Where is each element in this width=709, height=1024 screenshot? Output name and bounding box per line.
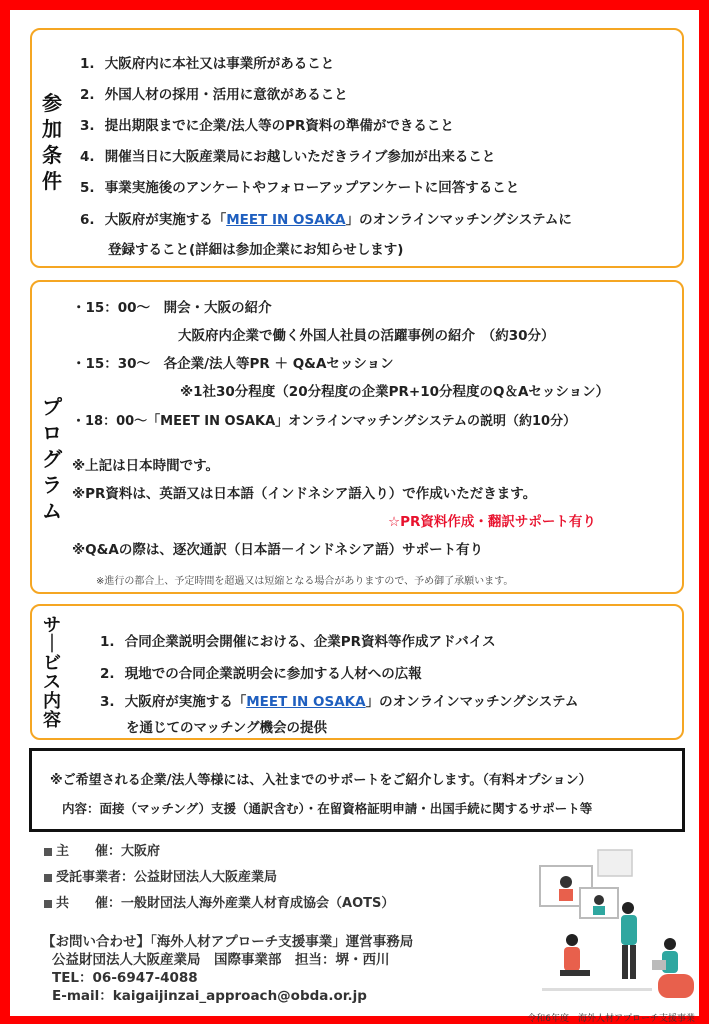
remote-meeting-illustration	[530, 848, 700, 1008]
flyer-page	[10, 10, 699, 1024]
label-char: ム	[42, 499, 62, 523]
label-char: ロ	[42, 421, 62, 445]
condition-item	[80, 145, 495, 165]
item-number: 3.	[100, 694, 115, 710]
service-item	[100, 690, 578, 710]
program-note: ※上記は日本時間です。	[72, 458, 220, 474]
footer-text: 令和6年度 海外人材アプローチ支援事業	[527, 1014, 695, 1024]
item-text: 事業実施後のアンケートやフォローアップアンケートに回答すること	[104, 180, 520, 196]
person-icon	[593, 906, 605, 915]
contact-org: 公益財団法人大阪産業局 国際事業部 担当：堺・西川	[52, 952, 390, 968]
contact-title: 【お問い合わせ】「海外人材アプローチ支援事業」運営事務局	[42, 934, 414, 950]
service-item	[100, 630, 496, 650]
label-char: ラ	[42, 473, 62, 497]
sitting-person-icon	[566, 934, 578, 946]
condition-item	[80, 52, 334, 72]
label-char: 参	[42, 91, 62, 115]
person-icon	[559, 889, 573, 901]
item-text: 大阪府が実施する「	[124, 694, 247, 710]
option-line: ※ご希望される企業/法人等様には、入社までのサポートをご紹介します。（有料オプション）	[50, 773, 592, 788]
item-number: 4.	[80, 149, 95, 165]
sitting-person-icon	[560, 970, 590, 976]
label-char: ビ	[43, 653, 61, 674]
label-char: プ	[42, 395, 62, 419]
label-char: ス	[43, 672, 61, 693]
contact-tel: TEL：06-6947-4088	[52, 970, 198, 986]
label-char: グ	[42, 447, 62, 471]
item-text: 」のオンラインマッチングシステム	[365, 694, 579, 710]
standing-person-icon	[622, 902, 634, 914]
condition-item	[80, 114, 454, 134]
item-number: 3.	[80, 118, 95, 134]
program-row: ※1社30分程度（20分程度の企業PR+10分程度のQ＆Aセッション）	[180, 384, 610, 400]
item-text: 大阪府内に本社又は事業所があること	[104, 56, 335, 72]
standing-person-icon	[622, 945, 628, 979]
service-item	[100, 662, 422, 682]
program-note: ※Q&Aの際は、逐次通訳（日本語－インドネシア語）サポート有り	[72, 542, 484, 558]
services-box	[30, 604, 684, 740]
organizer-value: ：公益財団法人大阪産業局	[121, 870, 278, 885]
condition-item	[80, 176, 519, 196]
option-line: 内容：面接（マッチング）支援（通訳含む）・在留資格証明申請・出国手続に関するサポート等	[62, 801, 593, 816]
contact-email-link[interactable]: E-mail：kaigaijinzai_approach@obda.or.jp	[52, 988, 367, 1004]
meet-in-osaka-link[interactable]: MEET IN OSAKA	[246, 694, 366, 710]
label-char: 条	[42, 143, 62, 167]
program-row: ・15：30～ 各企業/法人等PR ＋ Q&Aセッション	[72, 356, 394, 372]
organizer-label: 受託事業者	[56, 870, 122, 885]
program-row: ・18：00～「MEET IN OSAKA」オンラインマッチングシステムの説明（約10分）	[72, 414, 577, 429]
program-box	[30, 280, 684, 594]
condition-item-continuation: 登録すること(詳細は参加企業にお知らせします)	[108, 242, 404, 258]
organizer-value: ：大阪府	[108, 844, 161, 859]
standing-person-icon	[630, 945, 636, 979]
item-text: 開催当日に大阪産業局にお越しいただきライブ参加が出来ること	[104, 149, 496, 165]
paid-option-box	[29, 748, 685, 832]
organizer-value: ：一般財団法人海外産業人材育成協会（AOTS）	[108, 896, 395, 911]
item-number: 2.	[100, 666, 115, 682]
program-row: ・15：00～ 開会・大阪の紹介	[72, 300, 272, 316]
square-bullet-icon	[44, 848, 52, 856]
item-text: 合同企業説明会開催における、企業PR資料等作成アドバイス	[124, 634, 496, 650]
program-row: 大阪府内企業で働く外国人社員の活躍事例の紹介 （約30分）	[178, 328, 555, 344]
square-bullet-icon	[44, 900, 52, 908]
person-icon	[594, 895, 604, 905]
item-number: 5.	[80, 180, 95, 196]
video-window-icon	[598, 850, 632, 876]
program-footnote: ※進行の都合上、予定時間を超過又は短縮となる場合がありますので、予め御了承願います。	[96, 576, 514, 587]
service-item-continuation: を通じてのマッチング機会の提供	[126, 720, 328, 736]
label-char: サ	[43, 615, 61, 636]
program-note: ※PR資料は、英語又は日本語（インドネシア語入り）で作成いただきます。	[72, 486, 537, 502]
organizer-row	[44, 866, 277, 885]
label-char: 件	[42, 169, 62, 193]
item-text: 」のオンラインマッチングシステムに	[345, 212, 572, 228]
standing-person-icon	[621, 915, 637, 945]
label-char: 内	[43, 691, 61, 712]
laptop-icon	[652, 960, 666, 970]
label-char: 容	[43, 710, 61, 731]
item-text: 現地での合同企業説明会に参加する人材への広報	[124, 666, 422, 682]
condition-item	[80, 83, 348, 103]
label-char: 加	[42, 117, 62, 141]
organizer-label: 主 催	[56, 844, 109, 859]
item-text: 外国人材の採用・活用に意欲があること	[104, 87, 348, 103]
support-badge: ☆PR資料作成・翻訳サポート有り	[388, 514, 596, 530]
program-label	[32, 394, 72, 524]
condition-item	[80, 208, 572, 228]
chair-icon	[658, 974, 694, 998]
sitting-person-icon	[564, 947, 580, 971]
item-number: 2.	[80, 87, 95, 103]
organizer-row	[44, 892, 394, 911]
item-text: 大阪府が実施する「	[104, 212, 227, 228]
square-bullet-icon	[44, 874, 52, 882]
services-label	[32, 616, 72, 730]
organizer-label: 共 催	[56, 896, 109, 911]
item-number: 1.	[80, 56, 95, 72]
label-char: ｜	[43, 634, 61, 655]
floor-line	[542, 988, 652, 991]
organizer-row	[44, 840, 160, 859]
item-number: 6.	[80, 212, 95, 228]
person-icon	[560, 876, 572, 888]
item-text: 提出期限までに企業/法人等のPR資料の準備ができること	[104, 118, 454, 134]
sitting-person-icon	[664, 938, 676, 950]
conditions-box	[30, 28, 684, 268]
item-number: 1.	[100, 634, 115, 650]
meet-in-osaka-link[interactable]: MEET IN OSAKA	[226, 212, 346, 228]
conditions-label	[32, 90, 72, 194]
